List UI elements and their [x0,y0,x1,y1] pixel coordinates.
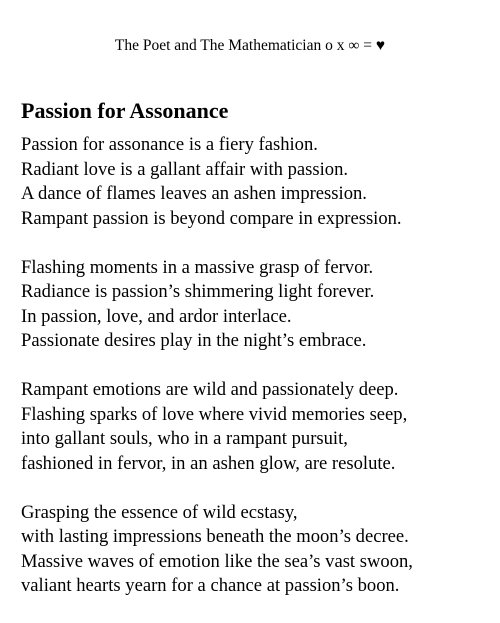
poem-line: Radiance is passion’s shimmering light forever. [21,281,375,302]
poem-line: A dance of flames leaves an ashen impression. [21,183,367,204]
poem-title: Passion for Assonance [21,98,229,123]
stanza [21,378,491,476]
poem-line: Radiant love is a gallant affair with passion. [21,158,349,180]
poem-line: Massive waves of emotion like the sea’s vast swoon, [21,550,413,572]
stanza [21,256,491,354]
poem-line: into gallant souls, who in a rampant pursuit, [21,428,348,449]
stanza [21,501,491,599]
poem-line: Grasping the essence of wild ecstasy, [21,501,298,523]
poem-line: with lasting impressions beneath the moon’s decree. [21,526,409,547]
stanza [21,133,491,231]
poem-line: valiant hearts yearn for a chance at passion’s boon. [21,575,400,596]
poem-line: Flashing sparks of love where vivid memories seep, [21,403,408,425]
poem-line: Rampant passion is beyond compare in expression. [21,207,402,229]
poem-line: fashioned in fervor, in an ashen glow, are resolute. [21,452,396,474]
poem-line: Flashing moments in a massive grasp of fervor. [21,256,374,278]
running-header: The Poet and The Mathematician o x ∞ = ♥ [114,37,386,54]
poem-line: In passion, love, and ardor interlace. [21,305,292,327]
poem-line: Rampant emotions are wild and passionately deep. [21,379,399,400]
poem-body [21,133,491,623]
poem-line: Passionate desires play in the night’s embrace. [21,330,367,351]
poem-line: Passion for assonance is a fiery fashion. [21,134,318,155]
